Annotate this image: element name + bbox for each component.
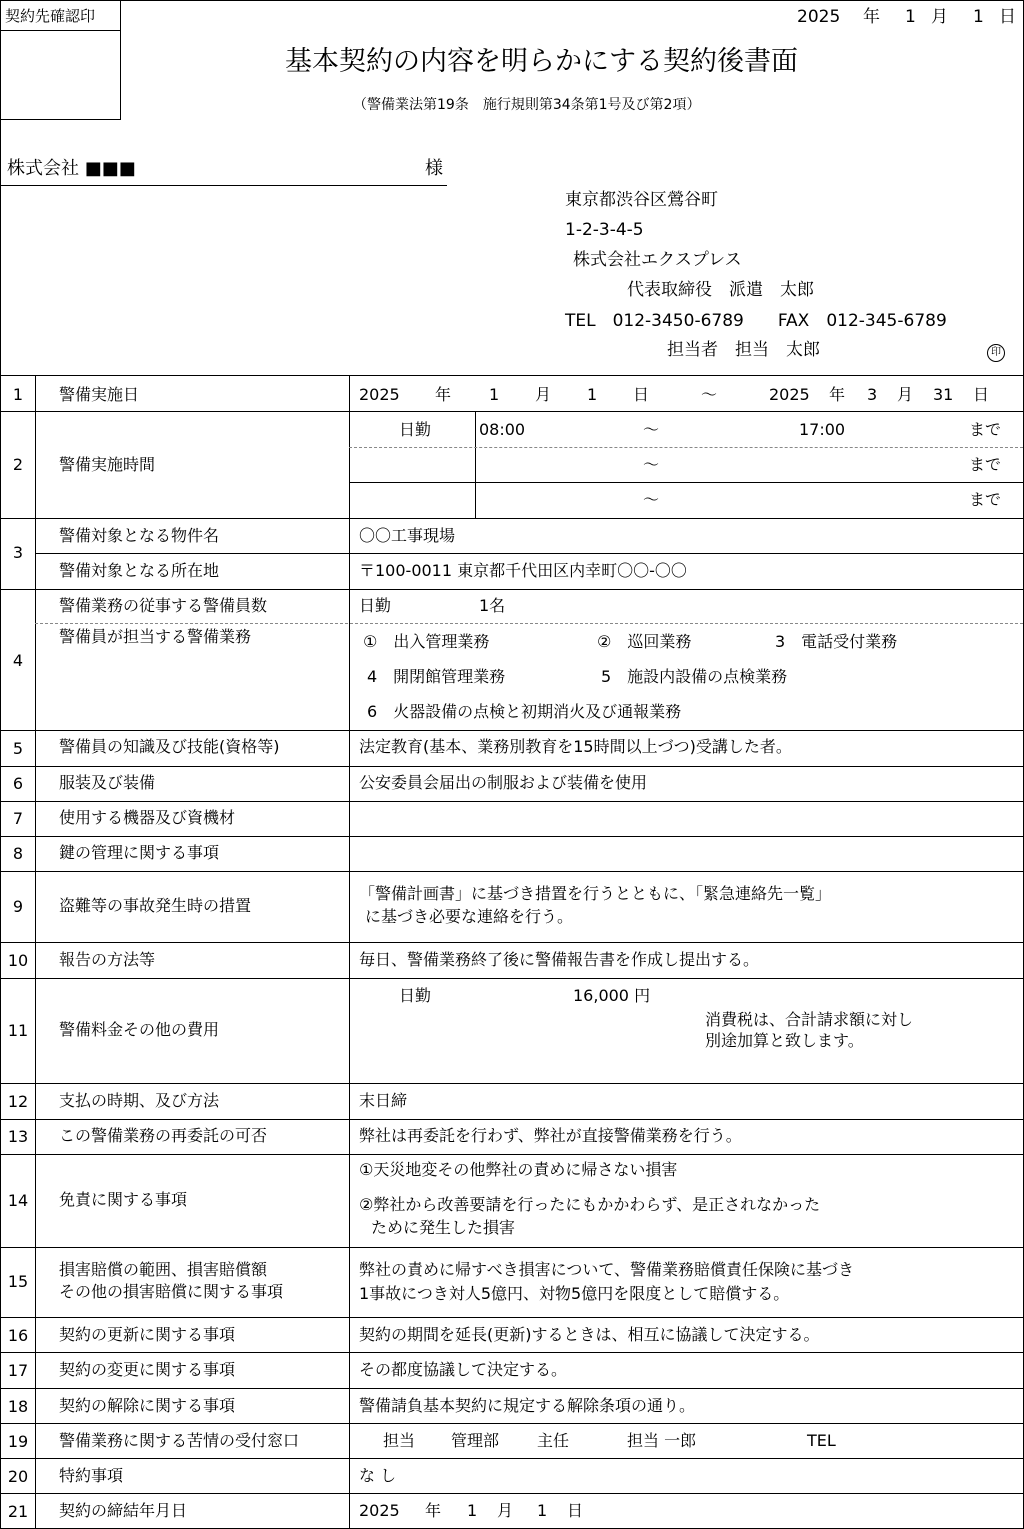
row-sep <box>1 1154 1023 1155</box>
row-sep <box>1 1119 1023 1120</box>
company-name: 株式会社エクスプレス <box>573 250 742 270</box>
start-day: 1 <box>587 385 598 404</box>
staff-sub-sep <box>35 623 1023 624</box>
row-sep <box>1 871 1023 872</box>
row-value: 警備請負基本契約に規定する解除条項の通り。 <box>359 1396 696 1415</box>
row-number: 17 <box>7 1361 29 1380</box>
row-label: 損害賠償の範囲、損害賠償額 <box>59 1260 268 1279</box>
fee-price: 16,000 円 <box>573 986 651 1005</box>
row-sep <box>1 978 1023 979</box>
row-sep <box>1 1423 1023 1424</box>
row-number: 15 <box>7 1272 29 1291</box>
row-label: 使用する機器及び資機材 <box>59 808 236 827</box>
row-value: 毎日、警備業務終了後に警備報告書を作成し提出する。 <box>359 950 760 969</box>
fee-shift: 日勤 <box>399 986 432 1005</box>
row-number: 9 <box>12 897 24 916</box>
shift-made: まで <box>969 490 1002 509</box>
page-subtitle: （警備業法第19条 施行規則第34条第1号及び第2項） <box>353 97 701 113</box>
time-sub-sep <box>349 482 1023 483</box>
row-value: ①天災地変その他弊社の責めに帰さない損害 <box>359 1160 678 1179</box>
label-col-divider <box>349 375 350 1528</box>
end-hi: 日 <box>973 385 990 404</box>
start-year: 2025 <box>359 385 400 404</box>
row-label: 特約事項 <box>59 1466 124 1485</box>
property-address: 〒100-0011 東京都千代田区内幸町〇〇-〇〇 <box>359 561 687 580</box>
row-number: 12 <box>7 1092 29 1111</box>
row-sep <box>1 1317 1023 1318</box>
row-sep <box>1 836 1023 837</box>
row-value: 法定教育(基本、業務別教育を15時間以上づつ)受講した者。 <box>359 737 792 756</box>
row-label: 警備対象となる物件名 <box>59 526 220 545</box>
contact-dept: 管理部 <box>451 1431 500 1450</box>
staff-count: 1名 <box>479 596 506 615</box>
row-number: 21 <box>7 1502 29 1521</box>
row-number: 19 <box>7 1432 29 1451</box>
duty-item: 4 開閉館管理業務 <box>367 667 506 686</box>
client-suffix: 様 <box>425 158 443 179</box>
row-number: 20 <box>7 1467 29 1486</box>
row-value: な し <box>359 1466 397 1485</box>
header-hi: 日 <box>999 7 1016 27</box>
row-number: 1 <box>12 385 24 404</box>
row-label: 契約の解除に関する事項 <box>59 1396 236 1415</box>
row-label: この警備業務の再委託の可否 <box>59 1126 268 1145</box>
row-sep <box>1 1388 1023 1389</box>
duty-item: ① 出入管理業務 <box>363 632 490 651</box>
start-nen: 年 <box>435 385 452 404</box>
header-tsuki: 月 <box>931 7 948 27</box>
row-value: 弊社は再委託を行わず、弊社が直接警備業務を行う。 <box>359 1126 742 1145</box>
row-label: 警備対象となる所在地 <box>59 561 220 580</box>
shift-tilde: ～ <box>643 455 660 474</box>
shift-made: まで <box>969 420 1002 439</box>
contact-role: 担当 <box>383 1431 416 1450</box>
company-address-2: 1-2-3-4-5 <box>565 220 644 240</box>
duty-item: 6 火器設備の点検と初期消火及び通報業務 <box>367 702 682 721</box>
row-value: 公安委員会届出の制服および装備を使用 <box>359 773 648 792</box>
row-label: 警備実施時間 <box>59 455 156 474</box>
row-number: 3 <box>12 543 24 562</box>
end-day: 31 <box>933 385 954 404</box>
row-label: 契約の締結年月日 <box>59 1501 188 1520</box>
row-label: 服装及び装備 <box>59 773 156 792</box>
sign-year: 2025 <box>359 1501 400 1520</box>
contact-tel: TEL <box>807 1431 836 1450</box>
row-label: 支払の時期、及び方法 <box>59 1091 220 1110</box>
company-representative: 代表取締役 派遣 太郎 <box>627 280 814 300</box>
staff-shift: 日勤 <box>359 596 392 615</box>
row-value: 「警備計画書」に基づき措置を行うとともに、「緊急連絡先一覧」 <box>359 884 832 903</box>
row-number: 14 <box>7 1191 29 1210</box>
row-sep <box>1 1493 1023 1494</box>
row-value: ために発生した損害 <box>371 1218 516 1237</box>
property-sub-sep <box>35 553 1023 554</box>
row-sep <box>1 1458 1023 1459</box>
client-underline <box>1 185 447 186</box>
property-name: 〇〇工事現場 <box>359 526 456 545</box>
header-year: 2025 <box>797 7 841 27</box>
start-hi: 日 <box>633 385 650 404</box>
row-label: 警備業務の従事する警備員数 <box>59 596 268 615</box>
row-label: 報告の方法等 <box>59 950 156 969</box>
row-value: 契約の期間を延長(更新)するときは、相互に協議して決定する。 <box>359 1325 820 1344</box>
seal-mark-icon: 印 <box>987 342 1005 362</box>
shift-tilde: ～ <box>643 490 660 509</box>
row-sep <box>1 1352 1023 1353</box>
sign-tsuki: 月 <box>497 1501 514 1520</box>
row-label: 警備員が担当する警備業務 <box>59 627 252 646</box>
row-value: 末日締 <box>359 1091 408 1110</box>
header-day: 1 <box>973 7 984 27</box>
header-month: 1 <box>905 7 916 27</box>
confirmation-stamp-box <box>1 1 121 120</box>
row-number: 5 <box>12 739 24 758</box>
row-sep <box>1 801 1023 802</box>
end-month: 3 <box>867 385 878 404</box>
row-value: ②弊社から改善要請を行ったにもかかわらず、是正されなかった <box>359 1195 821 1214</box>
duty-item: ② 巡回業務 <box>597 632 692 651</box>
row-value: 弊社の責めに帰すべき損害について、警備業務賠償責任保険に基づき <box>359 1260 855 1279</box>
num-col-divider <box>35 375 36 1528</box>
row-number: 18 <box>7 1397 29 1416</box>
end-tsuki: 月 <box>897 385 914 404</box>
contact-title: 主任 <box>537 1431 570 1450</box>
shift-start: 08:00 <box>479 420 526 439</box>
row-label: 盗難等の事故発生時の措置 <box>59 896 252 915</box>
row-label: 警備料金その他の費用 <box>59 1020 220 1039</box>
sign-nen: 年 <box>425 1501 442 1520</box>
fee-tax-note: 消費税は、合計請求額に対し <box>705 1010 914 1029</box>
end-year: 2025 <box>769 385 810 404</box>
row-number: 8 <box>12 844 24 863</box>
row-number: 11 <box>7 1021 29 1040</box>
duty-item: 3 電話受付業務 <box>775 632 898 651</box>
sign-day: 1 <box>537 1501 548 1520</box>
row-sep <box>1 589 1023 590</box>
row-sep <box>1 942 1023 943</box>
row-label: 警備業務に関する苦情の受付窓口 <box>59 1431 300 1450</box>
time-shift-divider <box>475 411 476 518</box>
row-value: 1事故につき対人5億円、対物5億円を限度として賠償する。 <box>359 1284 790 1303</box>
row-number: 4 <box>12 651 24 670</box>
row-label: 契約の更新に関する事項 <box>59 1325 236 1344</box>
company-tel-fax: TEL 012-3450-6789 FAX 012-345-6789 <box>565 311 947 331</box>
row-number: 13 <box>7 1127 29 1146</box>
row-label: 免責に関する事項 <box>59 1190 188 1209</box>
row-value: その都度協議して決定する。 <box>359 1360 568 1379</box>
page-title: 基本契約の内容を明らかにする契約後書面 <box>285 46 798 77</box>
shift-made: まで <box>969 455 1002 474</box>
shift-end: 17:00 <box>799 420 846 439</box>
sign-hi: 日 <box>567 1501 584 1520</box>
fee-tax-note: 別途加算と致します。 <box>705 1031 864 1050</box>
start-month: 1 <box>489 385 500 404</box>
stamp-label: 契約先確認印 <box>1 1 120 31</box>
contact-name: 担当 一郎 <box>627 1431 697 1450</box>
row-number: 10 <box>7 951 29 970</box>
row-sep <box>1 766 1023 767</box>
start-tsuki: 月 <box>535 385 552 404</box>
row-value: に基づき必要な連絡を行う。 <box>365 907 574 926</box>
row-label: 契約の変更に関する事項 <box>59 1360 236 1379</box>
shift-tilde: ～ <box>643 420 660 439</box>
row-number: 2 <box>12 455 24 474</box>
row-sep <box>1 518 1023 519</box>
row-number: 16 <box>7 1326 29 1345</box>
row-label: 警備員の知識及び技能(資格等) <box>59 737 280 756</box>
time-sub-sep <box>349 447 1023 448</box>
row-number: 6 <box>12 774 24 793</box>
row-sep <box>1 1083 1023 1084</box>
company-contact: 担当者 担当 太郎 <box>667 340 820 360</box>
end-nen: 年 <box>829 385 846 404</box>
table-top-border <box>1 375 1023 376</box>
row-label: その他の損害賠償に関する事項 <box>59 1282 284 1301</box>
row-sep <box>1 1247 1023 1248</box>
row-sep <box>1 730 1023 731</box>
row-label: 鍵の管理に関する事項 <box>59 843 220 862</box>
shift-name: 日勤 <box>399 420 432 439</box>
header-nen: 年 <box>863 7 880 27</box>
sign-month: 1 <box>467 1501 478 1520</box>
row-label: 警備実施日 <box>59 385 140 404</box>
period-tilde: ～ <box>701 385 718 404</box>
duty-item: 5 施設内設備の点検業務 <box>601 667 788 686</box>
row-number: 7 <box>12 809 24 828</box>
client-name: 株式会社 ■■■ <box>7 158 136 179</box>
row-sep <box>1 411 1023 412</box>
company-address-1: 東京都渋谷区鶯谷町 <box>565 190 718 210</box>
